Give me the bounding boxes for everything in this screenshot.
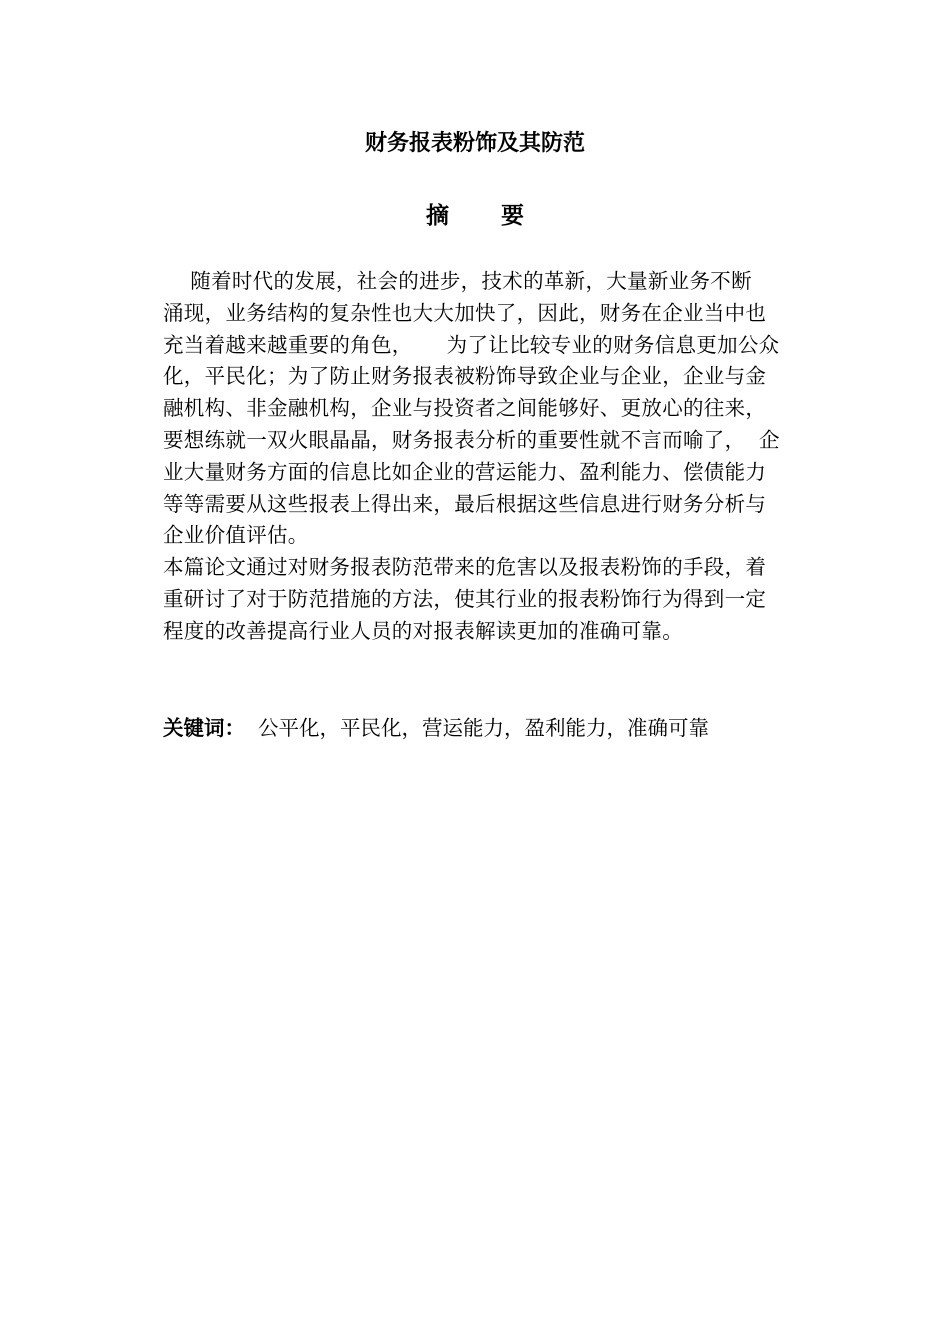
keywords-label: 关键词：	[163, 716, 245, 740]
abstract-line: 融机构、非金融机构，企业与投资者之间能够好、更放心的往来，	[163, 396, 767, 421]
abstract-line: 要想练就一双火眼晶晶，财务报表分析的重要性就不言而喻了， 企	[163, 427, 780, 452]
keywords-value: 公平化，平民化，营运能力，盈利能力，准确可靠	[245, 716, 710, 740]
abstract-heading	[0, 200, 950, 232]
abstract-line: 涌现，业务结构的复杂性也大大加快了，因此，财务在企业当中也	[163, 300, 767, 325]
abstract-line: 随着时代的发展，社会的进步，技术的革新，大量新业务不断	[163, 269, 752, 293]
abstract-line: 程度的改善提高行业人员的对报表解读更加的准确可靠。	[163, 618, 683, 643]
keywords	[163, 712, 863, 744]
abstract-heading-char-1: 摘	[426, 203, 449, 229]
abstract-line: 业大量财务方面的信息比如企业的营运能力、盈利能力、偿债能力	[163, 459, 767, 484]
abstract-line: 企业价值评估。	[163, 523, 309, 548]
abstract-line: 本篇论文通过对财务报表防范带来的危害以及报表粉饰的手段，着	[163, 555, 767, 580]
abstract-line: 化，平民化；为了防止财务报表被粉饰导致企业与企业，企业与金	[163, 364, 767, 389]
abstract-body	[163, 266, 827, 648]
abstract-line: 重研讨了对于防范措施的方法，使其行业的报表粉饰行为得到一定	[163, 586, 767, 611]
abstract-heading-char-2: 要	[501, 203, 524, 229]
abstract-line: 等等需要从这些报表上得出来，最后根据这些信息进行财务分析与	[163, 491, 767, 516]
document-title: 财务报表粉饰及其防范	[364, 131, 585, 156]
abstract-line: 充当着越来越重要的角色， 为了让比较专业的财务信息更加公众	[163, 332, 780, 357]
